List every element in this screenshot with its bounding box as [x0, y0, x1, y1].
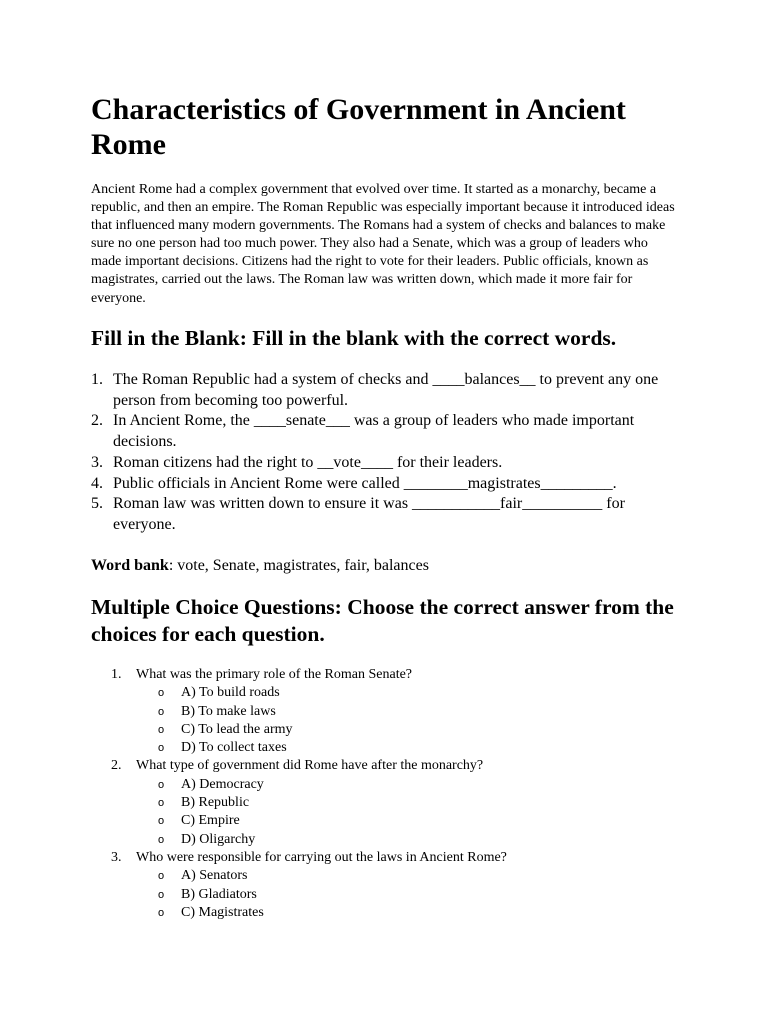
item-number: 3.: [91, 453, 103, 471]
question-item: [111, 666, 671, 757]
option-list: [136, 776, 671, 849]
fill-in-blank-list: [91, 370, 686, 536]
bullet-icon: o: [158, 870, 165, 883]
list-item: [91, 453, 686, 474]
list-item: [91, 474, 686, 495]
item-text: Roman law was written down to ensure it was ___________fair__________ for everyone.: [113, 495, 625, 533]
bullet-icon: o: [158, 742, 165, 755]
option-item: [136, 812, 671, 830]
option-text: D) To collect taxes: [181, 740, 287, 756]
list-item: [91, 370, 686, 411]
option-text: C) Magistrates: [181, 904, 264, 920]
option-item: [136, 703, 671, 721]
option-item: [136, 684, 671, 702]
option-item: [136, 794, 671, 812]
question-text: What was the primary role of the Roman Senate?: [136, 667, 413, 682]
item-number: 2.: [91, 412, 103, 430]
bullet-icon: o: [158, 705, 165, 718]
item-number: 5.: [91, 495, 103, 513]
item-text: Public officials in Ancient Rome were called ________magistrates_________.: [113, 474, 617, 492]
page-title: Characteristics of Government in Ancient Rome: [91, 93, 626, 161]
question-item: [111, 757, 671, 848]
question-text: What type of government did Rome have after the monarchy?: [136, 758, 484, 774]
multiple-choice-heading: Multiple Choice Questions: Choose the correct answer from the choices for each question.: [91, 595, 674, 646]
question-number: 3.: [111, 849, 122, 865]
item-text: Roman citizens had the right to __vote____ for their leaders.: [113, 453, 503, 471]
option-list: [136, 684, 671, 757]
option-text: C) To lead the army: [181, 721, 293, 737]
intro-paragraph: Ancient Rome had a complex government that evolved over time. It started as a monarchy, became a republic, and then an empire. The Roman Republic was especially important because it introduced ideas that influenced many modern governments. The Romans had a system of checks and balances to make sure no one person had too much power. They also had a Senate, which was a group of leaders who made important decisions. Citizens had the right to vote for their leaders. Public officials, known as magistrates, carried out the laws. The Roman law was written down, which made it more fair for everyone.: [91, 182, 675, 306]
option-text: B) To make laws: [181, 703, 276, 719]
bullet-icon: o: [158, 833, 165, 846]
option-item: [136, 831, 671, 849]
word-bank-words: : vote, Senate, magistrates, fair, balances: [168, 557, 429, 574]
list-item: [91, 411, 686, 452]
option-text: A) Senators: [181, 868, 248, 884]
option-text: A) Democracy: [181, 776, 264, 792]
question-number: 2.: [111, 758, 122, 774]
option-text: C) Empire: [181, 813, 240, 829]
bullet-icon: o: [158, 797, 165, 810]
option-text: B) Gladiators: [181, 886, 257, 902]
option-text: D) Oligarchy: [181, 831, 256, 847]
bullet-icon: o: [158, 815, 165, 828]
fill-in-blank-heading: Fill in the Blank: Fill in the blank with the correct words.: [91, 326, 617, 350]
word-bank-label: Word bank: [91, 557, 169, 574]
option-text: A) To build roads: [181, 685, 280, 701]
list-item: [91, 494, 686, 535]
question-number: 1.: [111, 667, 122, 682]
option-item: [136, 867, 671, 885]
question-text: Who were responsible for carrying out the laws in Ancient Rome?: [136, 849, 507, 865]
option-item: [136, 776, 671, 794]
option-item: [136, 904, 671, 922]
option-item: [136, 739, 671, 757]
option-item: [136, 886, 671, 904]
bullet-icon: o: [158, 778, 165, 791]
bullet-icon: o: [158, 888, 165, 901]
item-number: 4.: [91, 474, 103, 492]
bullet-icon: o: [158, 906, 165, 919]
multiple-choice-list: [111, 666, 671, 922]
option-item: [136, 721, 671, 739]
item-number: 1.: [91, 371, 103, 388]
option-list: [136, 867, 671, 922]
item-text: In Ancient Rome, the ____senate___ was a group of leaders who made important decisions.: [113, 412, 635, 451]
bullet-icon: o: [158, 687, 165, 700]
bullet-icon: o: [158, 723, 165, 736]
option-text: B) Republic: [181, 795, 250, 811]
word-bank: [91, 556, 429, 576]
item-text: The Roman Republic had a system of checks and ____balances__ to prevent any one person from becoming too powerful.: [113, 371, 659, 409]
question-item: [111, 849, 671, 922]
